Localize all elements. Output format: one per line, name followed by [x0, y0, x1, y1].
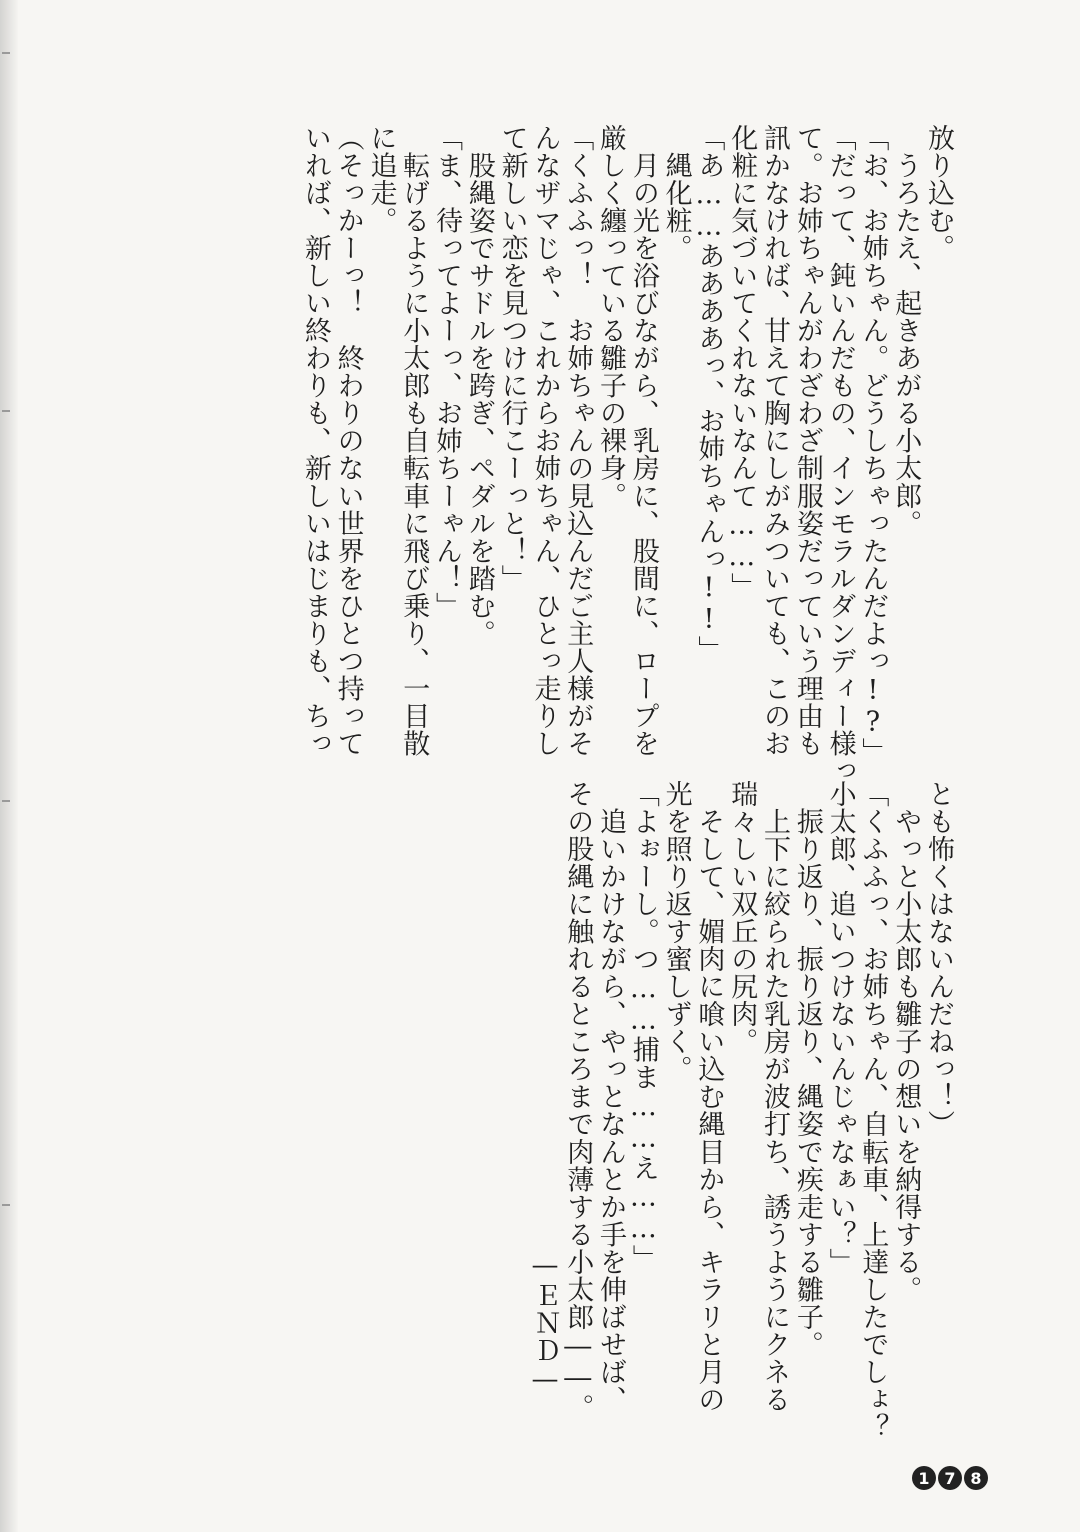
text-column: 上下に絞られた乳房が波打ち、誘うようにクネる	[759, 780, 791, 1414]
page-number-digit: 7	[938, 1466, 962, 1490]
text-column: いれば、新しい終わりも、新しいはじまりも、ちっ	[299, 124, 331, 758]
text-column: 化粧に気づいてくれないなんて……」	[726, 124, 758, 601]
text-column: 股縄姿でサドルを跨ぎ、ペダルを踏む。	[463, 124, 495, 648]
text-column: 転げるように小太郎も自転車に飛び乗り、一目散	[398, 124, 430, 758]
edge-speck	[2, 1204, 10, 1206]
text-column: そして、媚肉に喰い込む縄目から、キラリと月の	[693, 780, 725, 1414]
text-column: うろたえ、起きあがる小太郎。	[890, 124, 922, 538]
text-column: 「だって、鈍いんだもの、インモラルダンディー様っ	[824, 124, 856, 785]
text-column: 月の光を浴びながら、乳房に、股間に、ロープを	[627, 124, 659, 758]
text-column: 振り返り、振り返り、縄姿で疾走する雛子。	[791, 780, 823, 1359]
upper-text-block	[14, 124, 954, 785]
text-column: 厳しく纏っている雛子の裸身。	[595, 124, 627, 510]
text-column: て。お姉ちゃんがわざわざ制服姿だっていう理由も	[791, 124, 823, 758]
text-column: て新しい恋を見つけに行こーっと！」	[496, 124, 528, 593]
edge-speck	[2, 52, 10, 54]
lower-text-block	[524, 780, 954, 1441]
text-column: んなザマじゃ、これからお姉ちゃん、ひとっ走りし	[529, 124, 561, 758]
end-mark: —ＥＮＤ—	[529, 1250, 561, 1396]
text-column: 「お、お姉ちゃん。どうしちゃったんだよっ!?」	[857, 124, 889, 766]
page-number-digit: 8	[964, 1466, 988, 1490]
text-column: とも怖くはないんだねっ！）	[923, 780, 954, 1139]
text-column: その股縄に触れるところまで肉薄する小太郎――。	[562, 780, 594, 1422]
text-column: 光を照り返す蜜しずく。	[660, 780, 692, 1083]
text-column: 訊かなければ、甘えて胸にしがみついても、このお	[759, 124, 791, 758]
text-column: 追いかけながら、やっとなんとか手を伸ばせば、	[595, 780, 627, 1414]
text-column: やっと小太郎も雛子の想いを納得する。	[890, 780, 922, 1304]
text-column: 放り込む。	[923, 124, 954, 262]
text-column: （そっかーっ！ 終わりのない世界をひとつ持って	[332, 124, 364, 758]
text-column: 「あ……ああああっ、お姉ちゃんっ!!」	[693, 124, 725, 664]
edge-speck	[2, 410, 10, 412]
text-column: 「ま、待ってよーっ、お姉ちーゃん！」	[431, 124, 463, 620]
text-column: に追走。	[365, 124, 397, 235]
text-column: 「くふふっ！ お姉ちゃんの見込んだご主人様がそ	[562, 124, 594, 758]
text-column: 瑞々しい双丘の尻肉。	[726, 780, 758, 1056]
page-number	[912, 1466, 988, 1490]
text-column: 小太郎、追いつけないんじゃなぁい？」	[824, 780, 856, 1276]
edge-speck	[2, 800, 10, 802]
text-column: 縄化粧。	[660, 124, 692, 262]
page-number-digit: 1	[912, 1466, 936, 1490]
text-column: 「くふふっ、お姉ちゃん、自転車、上達したでしょ？	[857, 780, 889, 1441]
text-column: 「よぉーし。つ……捕ま……え……」	[627, 780, 659, 1273]
